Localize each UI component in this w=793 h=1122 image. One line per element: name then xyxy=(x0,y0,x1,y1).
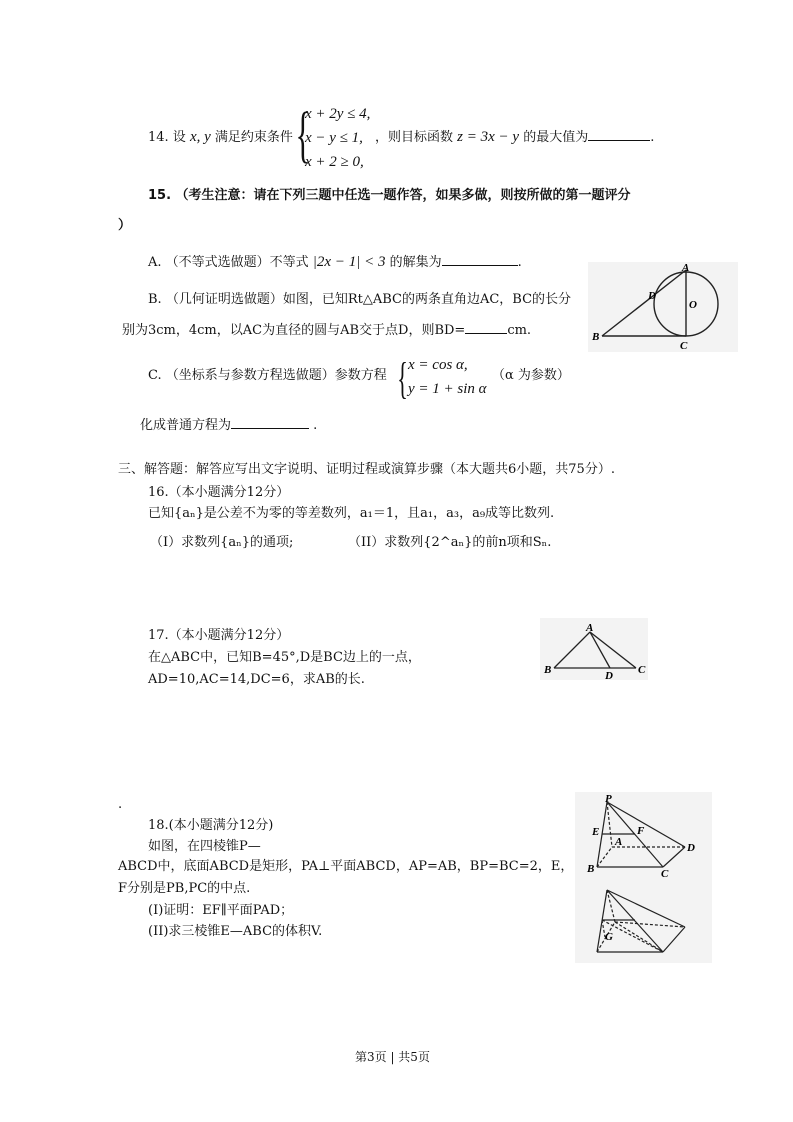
q18-line1: 如图，在四棱锥P— xyxy=(148,839,261,854)
q14-brace: { xyxy=(295,101,311,169)
label-B: B xyxy=(592,331,600,343)
q15-heading-close: ） xyxy=(118,218,132,233)
label-P: P xyxy=(605,793,612,805)
q14-constraint-3: x + 2 ≥ 0, xyxy=(305,154,364,170)
q17-title: 17.（本小题满分12分） xyxy=(148,628,290,643)
q16-part2: （II）求数列{2^aₙ}的前n项和Sₙ. xyxy=(348,535,552,550)
q15b-unit: cm. xyxy=(507,323,532,338)
page-footer: 第3页 | 共5页 xyxy=(355,1050,430,1064)
q15a-suffix: 的解集为 xyxy=(389,255,442,270)
label-D: D xyxy=(605,670,613,680)
q14-objective: z = 3x − y xyxy=(457,129,520,145)
q18-title: 18.(本小题满分12分) xyxy=(148,818,274,833)
q18-line3: F分别是PB,PC的中点. xyxy=(118,881,251,896)
label-C: C xyxy=(661,868,669,880)
label-E: E xyxy=(592,826,600,838)
q15-c-line2 xyxy=(140,416,317,435)
section-3-heading: 三、解答题：解答应写出文字说明、证明过程或演算步骤（本大题共6小题，共75分）. xyxy=(118,462,615,477)
triangle-figure xyxy=(540,618,648,680)
q16-stem: 已知{aₙ}是公差不为零的等差数列，a₁＝1，且a₁，a₃，a₉成等比数列. xyxy=(148,506,555,521)
q15a-prefix: A. （不等式选做题）不等式 xyxy=(148,255,309,270)
q15-a xyxy=(148,253,522,272)
q15c-line2-text: 化成普通方程为 xyxy=(140,418,232,433)
figure-svg xyxy=(575,792,712,963)
pyramid-figures xyxy=(575,792,712,963)
q14-mid: 满足约束条件 xyxy=(214,130,293,145)
label-F: F xyxy=(637,825,645,837)
q15-c-eq-1: x = cos α, xyxy=(408,357,468,373)
answer-blank xyxy=(465,321,507,334)
stray-dot: . xyxy=(118,797,123,812)
q18-line2: ABCD中，底面ABCD是矩形，PA⊥平面ABCD，AP=AB，BP=BC=2，E， xyxy=(118,859,574,874)
q15-c-suffix: （α 为参数） xyxy=(492,368,570,383)
q15c-end: . xyxy=(313,418,318,433)
q14-end: . xyxy=(650,130,655,145)
answer-blank xyxy=(442,253,518,266)
label-D: D xyxy=(648,290,656,302)
q16-title: 16.（本小题满分12分） xyxy=(148,485,290,500)
label-G: G xyxy=(605,931,613,943)
figure-svg xyxy=(588,262,738,352)
q15-heading: 15. （考生注意：请在下列三题中任选一题作答，如果多做，则按所做的第一题评分 xyxy=(148,188,631,203)
q14-prefix: 14. 设 xyxy=(148,130,186,145)
q15a-end: . xyxy=(517,255,522,270)
q16-part1: （I）求数列{aₙ}的通项; xyxy=(150,535,294,550)
label-B: B xyxy=(587,863,595,875)
label-A: A xyxy=(615,836,623,848)
q14-constraint-2: x − y ≤ 1, xyxy=(305,130,363,146)
q15c-brace: { xyxy=(397,354,408,403)
q14-constraint-1: x + 2y ≤ 4, xyxy=(305,106,371,122)
q15a-expr: |2x − 1| < 3 xyxy=(312,254,386,270)
q15-c-prefix: C. （坐标系与参数方程选做题）参数方程 xyxy=(148,368,387,383)
figure-svg xyxy=(540,618,648,680)
label-O: O xyxy=(689,299,697,311)
q18-part1: (I)证明：EF∥平面PAD； xyxy=(148,903,294,918)
q17-line2: AD=10,AC=14,DC=6，求AB的长. xyxy=(148,672,365,687)
q14-suffix: 的最大值为 xyxy=(523,130,589,145)
q18-part2: (II)求三棱锥E—ABC的体积V. xyxy=(148,924,323,939)
q15-b-line1: B. （几何证明选做题）如图，已知Rt△ABC的两条直角边AC，BC的长分 xyxy=(148,292,572,307)
circle-triangle-figure xyxy=(588,262,738,352)
answer-blank xyxy=(588,128,650,141)
answer-blank xyxy=(231,416,309,429)
label-A: A xyxy=(586,622,594,634)
q14-after: ，则目标函数 xyxy=(375,130,454,145)
label-C: C xyxy=(680,340,688,352)
q15b-line2-text: 别为3cm，4cm，以AC为直径的圆与AB交于点D，则BD= xyxy=(122,323,466,338)
q15-b-line2 xyxy=(122,321,531,340)
q14-rest xyxy=(375,128,654,147)
label-B: B xyxy=(544,664,552,676)
q14-text xyxy=(148,128,293,147)
q14-vars: x, y xyxy=(189,129,211,145)
q15-c-eq-2: y = 1 + sin α xyxy=(408,381,487,397)
label-A: A xyxy=(682,262,690,274)
label-D: D xyxy=(687,842,695,854)
label-C: C xyxy=(638,664,646,676)
q17-line1: 在△ABC中，已知B=45°,D是BC边上的一点， xyxy=(148,650,421,665)
